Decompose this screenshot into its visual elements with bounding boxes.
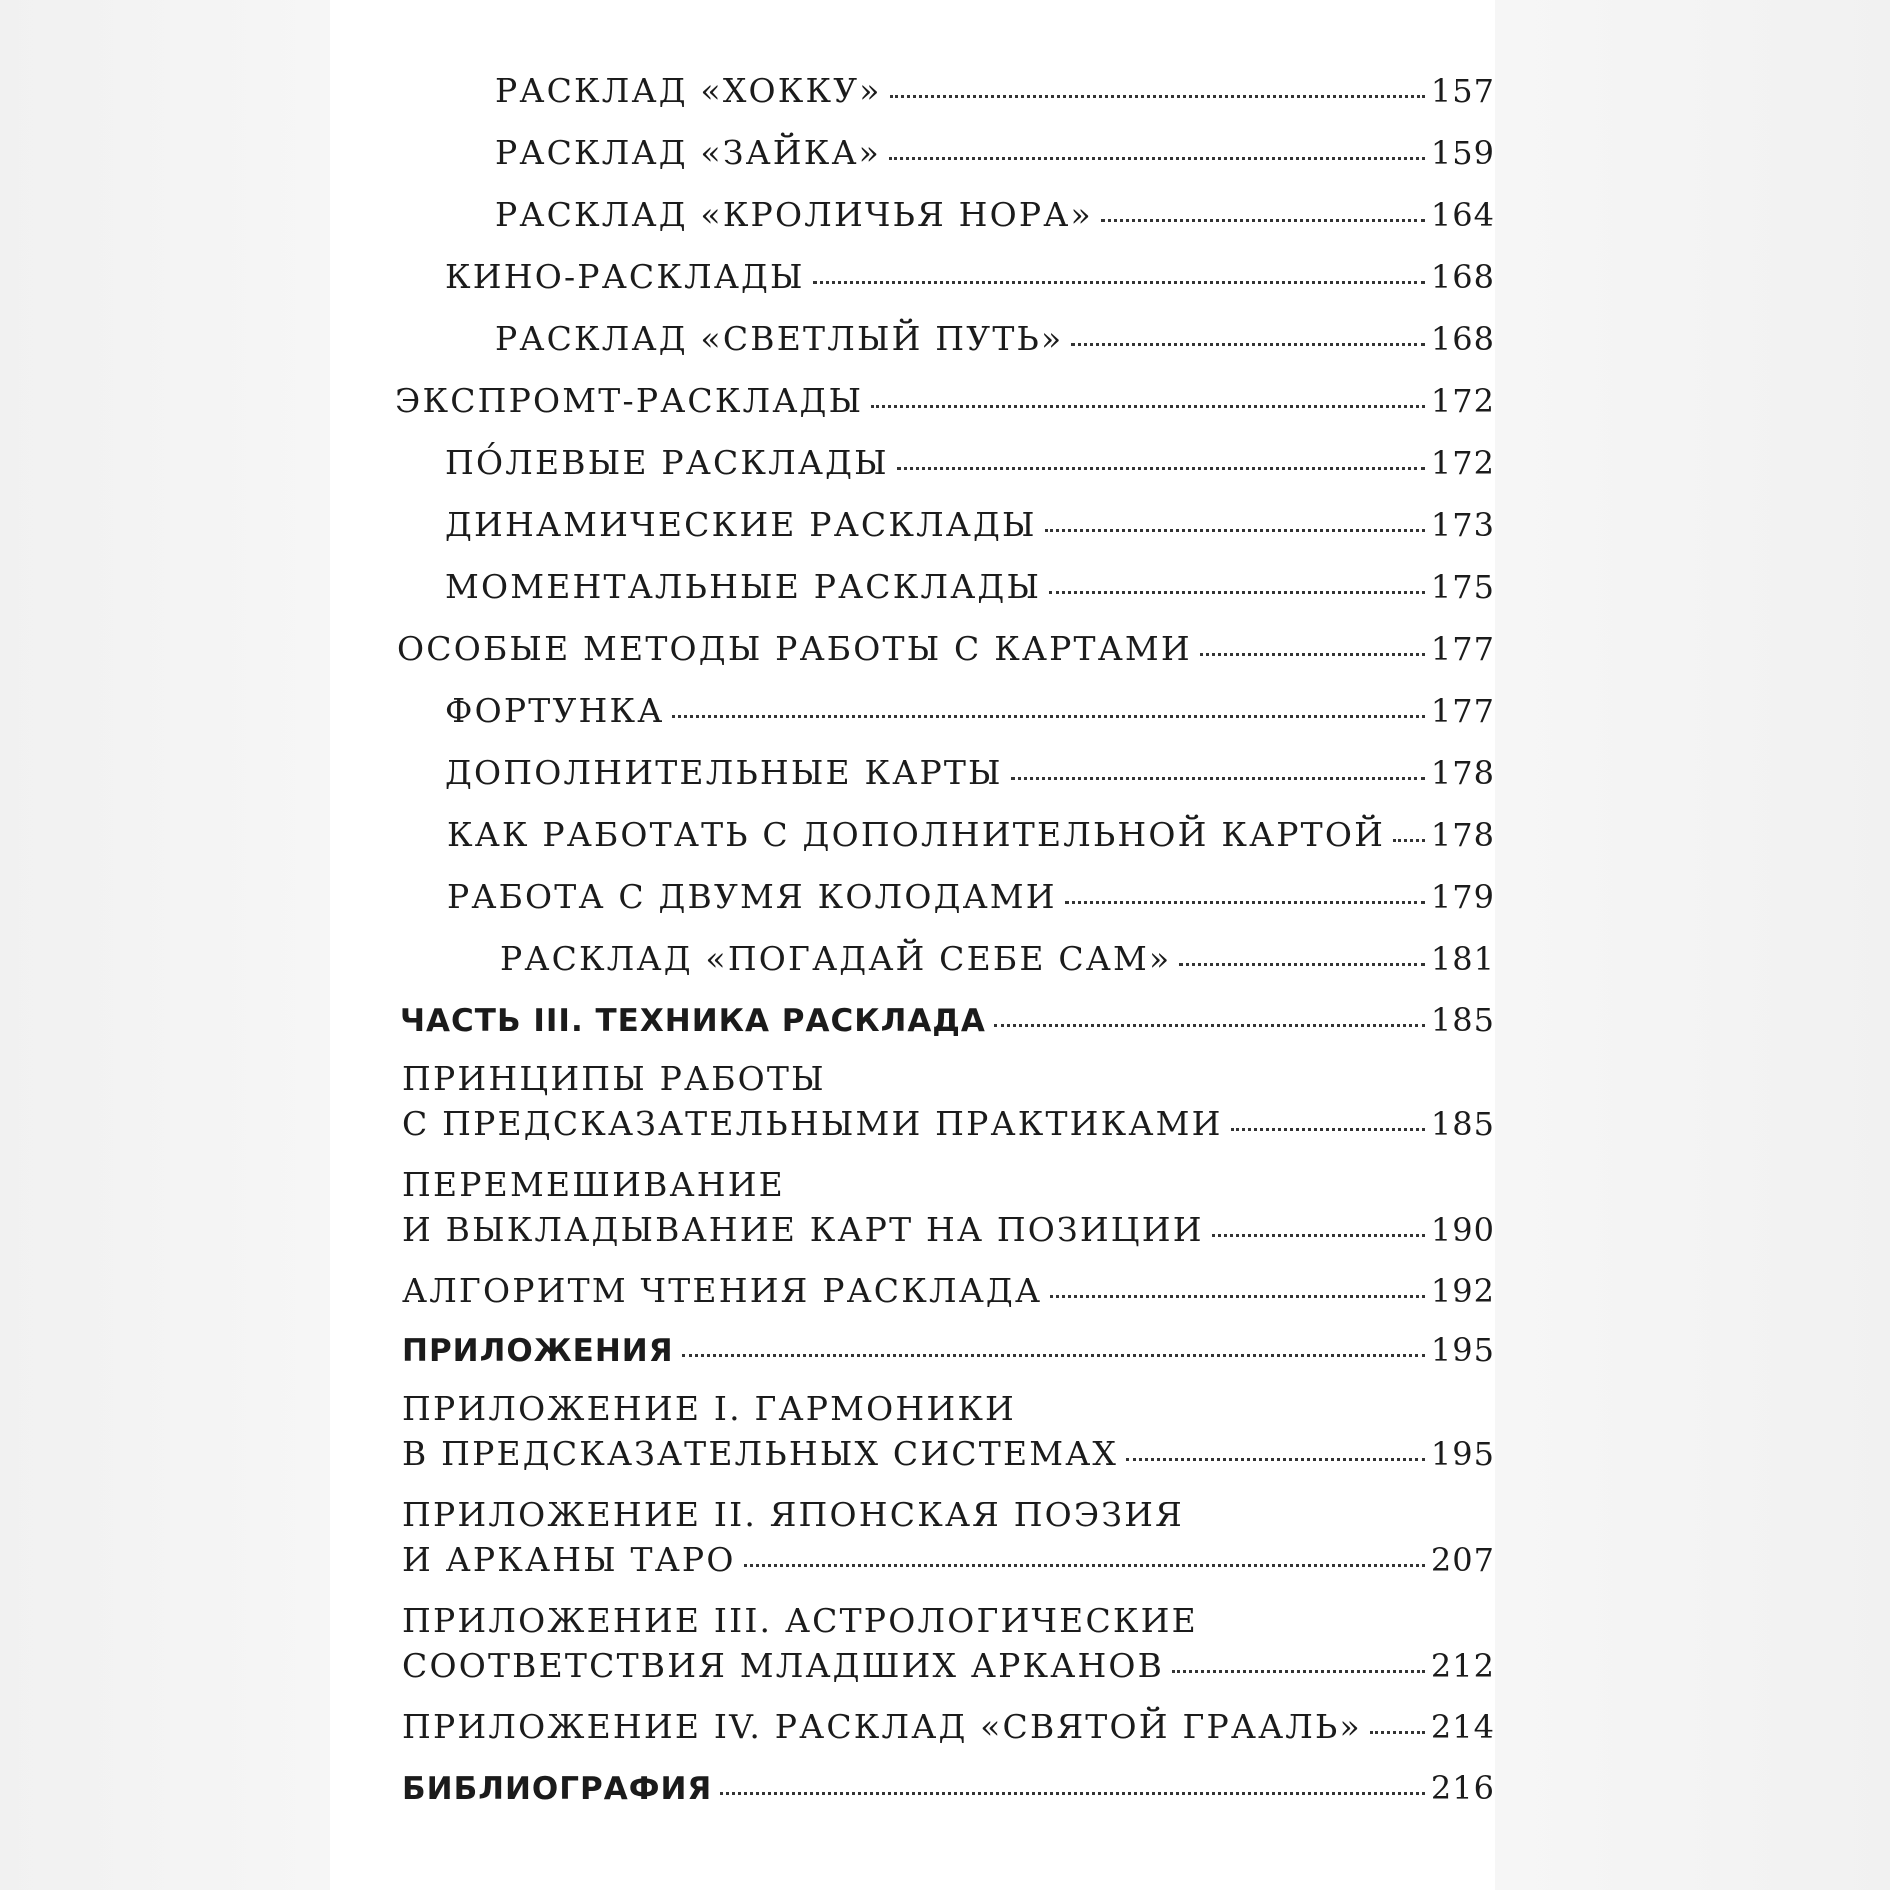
toc-entry-title: МОМЕНТАЛЬНЫЕ РАСКЛАДЫ — [445, 567, 1042, 606]
dot-leader — [871, 405, 1425, 408]
toc-entry-title: В ПРЕДСКАЗАТЕЛЬНЫХ СИСТЕМАХ — [402, 1434, 1119, 1474]
toc-entry-title: ПРИЛОЖЕНИЯ — [402, 1333, 674, 1369]
toc-entry-page: 159 — [1430, 134, 1495, 172]
toc-entry-title: РАСКЛАД «КРОЛИЧЬЯ НОРА» — [495, 195, 1093, 234]
toc-entry-page: 190 — [1430, 1211, 1495, 1250]
toc-entry[interactable] — [330, 814, 1495, 855]
toc-entry-page: 177 — [1430, 692, 1495, 730]
toc-entry[interactable] — [330, 1388, 1495, 1475]
dot-leader — [1393, 839, 1425, 842]
toc-entry-title-line1: ПРИЛОЖЕНИЕ II. ЯПОНСКАЯ ПОЭЗИЯ — [402, 1495, 1184, 1534]
toc-entry-page: 177 — [1430, 630, 1495, 668]
toc-entry-page: 214 — [1430, 1708, 1495, 1746]
dot-leader — [994, 1024, 1425, 1027]
dot-leader — [1065, 901, 1425, 904]
toc-entry[interactable] — [330, 628, 1495, 669]
dot-leader — [682, 1354, 1425, 1357]
toc-entry-title-line1: ПЕРЕМЕШИВАНИЕ — [402, 1165, 785, 1204]
toc-entry[interactable] — [330, 1270, 1495, 1311]
toc-entry-title: АЛГОРИТМ ЧТЕНИЯ РАСКЛАДА — [402, 1271, 1043, 1310]
toc-entry-page: 173 — [1430, 506, 1495, 544]
toc-entry[interactable] — [330, 1494, 1495, 1581]
toc-entry[interactable] — [330, 256, 1495, 297]
dot-leader — [1045, 529, 1425, 532]
toc-entry[interactable] — [330, 132, 1495, 173]
toc-entry-title: СООТВЕТСТВИЯ МЛАДШИХ АРКАНОВ — [402, 1646, 1165, 1686]
toc-entry-page: 195 — [1430, 1435, 1495, 1474]
toc-entry-page: 178 — [1430, 754, 1495, 792]
toc-entry[interactable] — [330, 690, 1495, 731]
toc-entry-title: РАСКЛАД «ХОККУ» — [495, 71, 882, 110]
dot-leader — [897, 467, 1425, 470]
toc-entry[interactable] — [330, 194, 1495, 235]
dot-leader — [1050, 1295, 1425, 1298]
dot-leader — [1172, 1670, 1425, 1673]
dot-leader — [889, 157, 1425, 160]
toc-entry-title: РАСКЛАД «ЗАЙКА» — [495, 133, 882, 172]
toc-entry-page: 172 — [1430, 444, 1495, 482]
page-left-margin — [0, 0, 330, 1890]
toc-entry-title: РАБОТА С ДВУМЯ КОЛОДАМИ — [447, 877, 1057, 916]
toc-entry-page: 185 — [1430, 1001, 1495, 1039]
toc-entry-title: ЭКСПРОМТ-РАСКЛАДЫ — [395, 381, 864, 420]
toc-entry-title: ЧАСТЬ III. ТЕХНИКА РАСКЛАДА — [400, 1003, 986, 1039]
dot-leader — [813, 281, 1425, 284]
toc-entry-page: 178 — [1430, 816, 1495, 854]
dot-leader — [1231, 1128, 1425, 1131]
toc-entry-page: 207 — [1430, 1541, 1495, 1580]
dot-leader — [744, 1564, 1425, 1567]
toc-part-heading[interactable] — [330, 1330, 1495, 1371]
toc-entry-page: 168 — [1430, 320, 1495, 358]
toc-entry-page: 212 — [1430, 1647, 1495, 1686]
toc-entry-page: 157 — [1430, 72, 1495, 110]
toc-entry-title: КИНО-РАСКЛАДЫ — [445, 257, 805, 296]
toc-part-heading[interactable] — [330, 1000, 1495, 1041]
toc-entry-title: ПО́ЛЕВЫЕ РАСКЛАДЫ — [445, 443, 889, 482]
dot-leader — [1101, 219, 1425, 222]
toc-entry[interactable] — [330, 1058, 1495, 1145]
toc-page — [330, 0, 1495, 1890]
toc-entry-title: С ПРЕДСКАЗАТЕЛЬНЫМИ ПРАКТИКАМИ — [402, 1104, 1223, 1144]
toc-entry[interactable] — [330, 752, 1495, 793]
dot-leader — [1071, 343, 1425, 346]
toc-entry-page: 181 — [1430, 940, 1495, 978]
toc-entry-title: ДОПОЛНИТЕЛЬНЫЕ КАРТЫ — [445, 753, 1003, 792]
toc-entry-title: ОСОБЫЕ МЕТОДЫ РАБОТЫ С КАРТАМИ — [397, 629, 1192, 668]
toc-entry-title: И ВЫКЛАДЫВАНИЕ КАРТ НА ПОЗИЦИИ — [402, 1210, 1204, 1250]
toc-entry-page: 164 — [1430, 196, 1495, 234]
toc-entry-title: БИБЛИОГРАФИЯ — [402, 1771, 713, 1807]
toc-entry[interactable] — [330, 938, 1495, 979]
toc-entry-page: 175 — [1430, 568, 1495, 606]
toc-entry-page: 172 — [1430, 382, 1495, 420]
toc-entry-page: 179 — [1430, 878, 1495, 916]
toc-entry[interactable] — [330, 380, 1495, 421]
toc-entry-page: 185 — [1430, 1105, 1495, 1144]
dot-leader — [1200, 653, 1425, 656]
toc-entry-title: КАК РАБОТАТЬ С ДОПОЛНИТЕЛЬНОЙ КАРТОЙ — [447, 815, 1386, 854]
dot-leader — [1212, 1234, 1425, 1237]
toc-entry-title-line1: ПРИНЦИПЫ РАБОТЫ — [402, 1059, 826, 1098]
dot-leader — [672, 715, 1425, 718]
toc-part-heading[interactable] — [330, 1768, 1495, 1809]
toc-entry-title: И АРКАНЫ ТАРО — [402, 1540, 736, 1580]
page-right-margin — [1495, 0, 1890, 1890]
toc-entry-title: ДИНАМИЧЕСКИЕ РАСКЛАДЫ — [445, 505, 1037, 544]
dot-leader — [1011, 777, 1425, 780]
toc-entry-title: ПРИЛОЖЕНИЕ IV. РАСКЛАД «СВЯТОЙ ГРААЛЬ» — [402, 1707, 1362, 1746]
toc-entry-title: РАСКЛАД «ПОГАДАЙ СЕБЕ САМ» — [500, 939, 1172, 978]
dot-leader — [1179, 963, 1425, 966]
dot-leader — [720, 1792, 1425, 1795]
toc-entry[interactable] — [330, 1600, 1495, 1687]
toc-entry[interactable] — [330, 876, 1495, 917]
toc-entry[interactable] — [330, 566, 1495, 607]
dot-leader — [1126, 1458, 1425, 1461]
dot-leader — [1370, 1731, 1425, 1734]
toc-entry[interactable] — [330, 442, 1495, 483]
toc-entry[interactable] — [330, 504, 1495, 545]
toc-entry-title: РАСКЛАД «СВЕТЛЫЙ ПУТЬ» — [495, 319, 1064, 358]
toc-entry-title-line1: ПРИЛОЖЕНИЕ III. АСТРОЛОГИЧЕСКИЕ — [402, 1601, 1198, 1640]
dot-leader — [1049, 591, 1425, 594]
toc-entry[interactable] — [330, 318, 1495, 359]
toc-entry-title: ФОРТУНКА — [445, 691, 665, 730]
toc-entry[interactable] — [330, 70, 1495, 111]
toc-entry[interactable] — [330, 1706, 1495, 1747]
toc-entry-page: 216 — [1430, 1769, 1495, 1807]
toc-entry-page: 168 — [1430, 258, 1495, 296]
table-of-contents — [330, 0, 1495, 1890]
toc-entry[interactable] — [330, 1164, 1495, 1251]
toc-entry-page: 195 — [1430, 1331, 1495, 1369]
dot-leader — [890, 95, 1425, 98]
toc-entry-title-line1: ПРИЛОЖЕНИЕ I. ГАРМОНИКИ — [402, 1389, 1017, 1428]
toc-entry-page: 192 — [1430, 1272, 1495, 1310]
